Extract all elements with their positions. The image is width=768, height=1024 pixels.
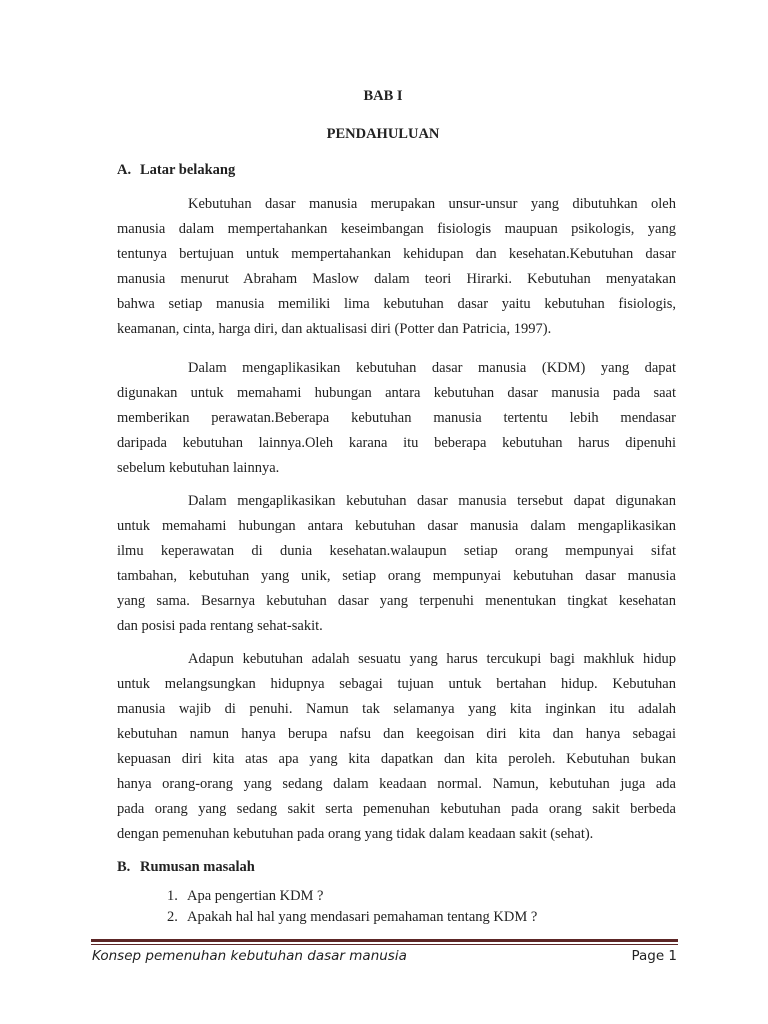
- chapter-title: PENDAHULUAN: [326, 126, 440, 142]
- paragraph-line: Kebutuhan dasar manusia merupakan unsur-unsur yang dibutuhkan oleh: [188, 196, 676, 212]
- paragraph-line: sebelum kebutuhan lainnya.: [117, 460, 280, 476]
- paragraph-line: digunakan untuk memahami hubungan antara kebutuhan dasar manusia pada saat: [117, 385, 676, 401]
- paragraph-line: untuk memahami hubungan antara kebutuhan dasar manusia dalam mengaplikasikan: [117, 518, 676, 534]
- chapter-number: BAB I: [363, 88, 403, 104]
- paragraph-line: bahwa setiap manusia memiliki lima kebutuhan dasar yaitu kebutuhan fisiologis,: [117, 296, 676, 312]
- paragraph: [117, 356, 676, 481]
- list-text: Apa pengertian KDM ?: [187, 888, 324, 904]
- list-number: 1.: [167, 888, 178, 904]
- paragraph-line: Adapun kebutuhan adalah sesuatu yang harus tercukupi bagi makhluk hidup: [188, 651, 676, 667]
- paragraph: [117, 489, 676, 639]
- paragraph-line: manusia dalam mempertahankan keseimbangan fisiologis maupuan psikologis, yang: [117, 221, 676, 237]
- section-title: Latar belakang: [140, 162, 236, 178]
- section-marker: B.: [117, 859, 131, 875]
- paragraph-line: kebutuhan namun hanya berupa nafsu dan keegoisan diri kita dan hanya sebagai: [117, 726, 676, 742]
- list-item: [167, 888, 324, 905]
- footer-rule-thin: [91, 944, 678, 945]
- paragraph-line: keamanan, cinta, harga diri, dan aktualisasi diri (Potter dan Patricia, 1997).: [117, 321, 552, 337]
- paragraph-line: manusia menurut Abraham Maslow dalam teori Hirarki. Kebutuhan menyatakan: [117, 271, 676, 287]
- section-title: Rumusan masalah: [140, 859, 255, 875]
- paragraph-line: dengan pemenuhan kebutuhan pada orang yang tidak dalam keadaan sakit (sehat).: [117, 826, 594, 842]
- list-text: Apakah hal hal yang mendasari pemahaman tentang KDM ?: [187, 909, 538, 925]
- paragraph-line: dan posisi pada rentang sehat-sakit.: [117, 618, 323, 634]
- paragraph: [117, 647, 676, 847]
- paragraph-line: tentunya bertujuan untuk mempertahankan kehidupan dan kesehatan.Kebutuhan dasar: [117, 246, 676, 262]
- section-a-heading: [117, 162, 236, 179]
- section-b-heading: [117, 859, 255, 876]
- footer-rule-thick: [91, 939, 678, 942]
- paragraph-line: Dalam mengaplikasikan kebutuhan dasar manusia tersebut dapat digunakan: [188, 493, 676, 509]
- footer-title: Konsep pemenuhan kebutuhan dasar manusia: [92, 948, 407, 964]
- paragraph-line: untuk melangsungkan hidupnya sebagai tujuan untuk bertahan hidup. Kebutuhan: [117, 676, 676, 692]
- paragraph-line: hanya orang-orang yang sedang dalam keadaan normal. Namun, kebutuhan juga ada: [117, 776, 676, 792]
- paragraph-line: memberikan perawatan.Beberapa kebutuhan manusia tertentu lebih mendasar: [117, 410, 676, 426]
- list-item: [167, 909, 538, 926]
- paragraph-line: manusia wajib di penuhi. Namun tak selamanya yang kita inginkan itu adalah: [117, 701, 676, 717]
- paragraph-line: yang sama. Besarnya kebutuhan dasar yang terpenuhi menentukan tingkat kesehatan: [117, 593, 676, 609]
- page-number: Page 1: [631, 948, 677, 964]
- paragraph-line: kepuasan diri kita atas apa yang kita dapatkan dan kita peroleh. Kebutuhan bukan: [117, 751, 676, 767]
- paragraph-line: tambahan, kebutuhan yang unik, setiap orang mempunyai kebutuhan dasar manusia: [117, 568, 676, 584]
- paragraph-line: ilmu keperawatan di dunia kesehatan.walaupun setiap orang mempunyai sifat: [117, 543, 676, 559]
- paragraph-line: Dalam mengaplikasikan kebutuhan dasar manusia (KDM) yang dapat: [188, 360, 676, 376]
- paragraph: [117, 192, 676, 342]
- list-number: 2.: [167, 909, 178, 925]
- paragraph-line: daripada kebutuhan lainnya.Oleh karana itu beberapa kebutuhan harus dipenuhi: [117, 435, 676, 451]
- section-marker: A.: [117, 162, 132, 178]
- paragraph-line: pada orang yang sedang sakit serta pemenuhan kebutuhan pada orang sakit berbeda: [117, 801, 676, 817]
